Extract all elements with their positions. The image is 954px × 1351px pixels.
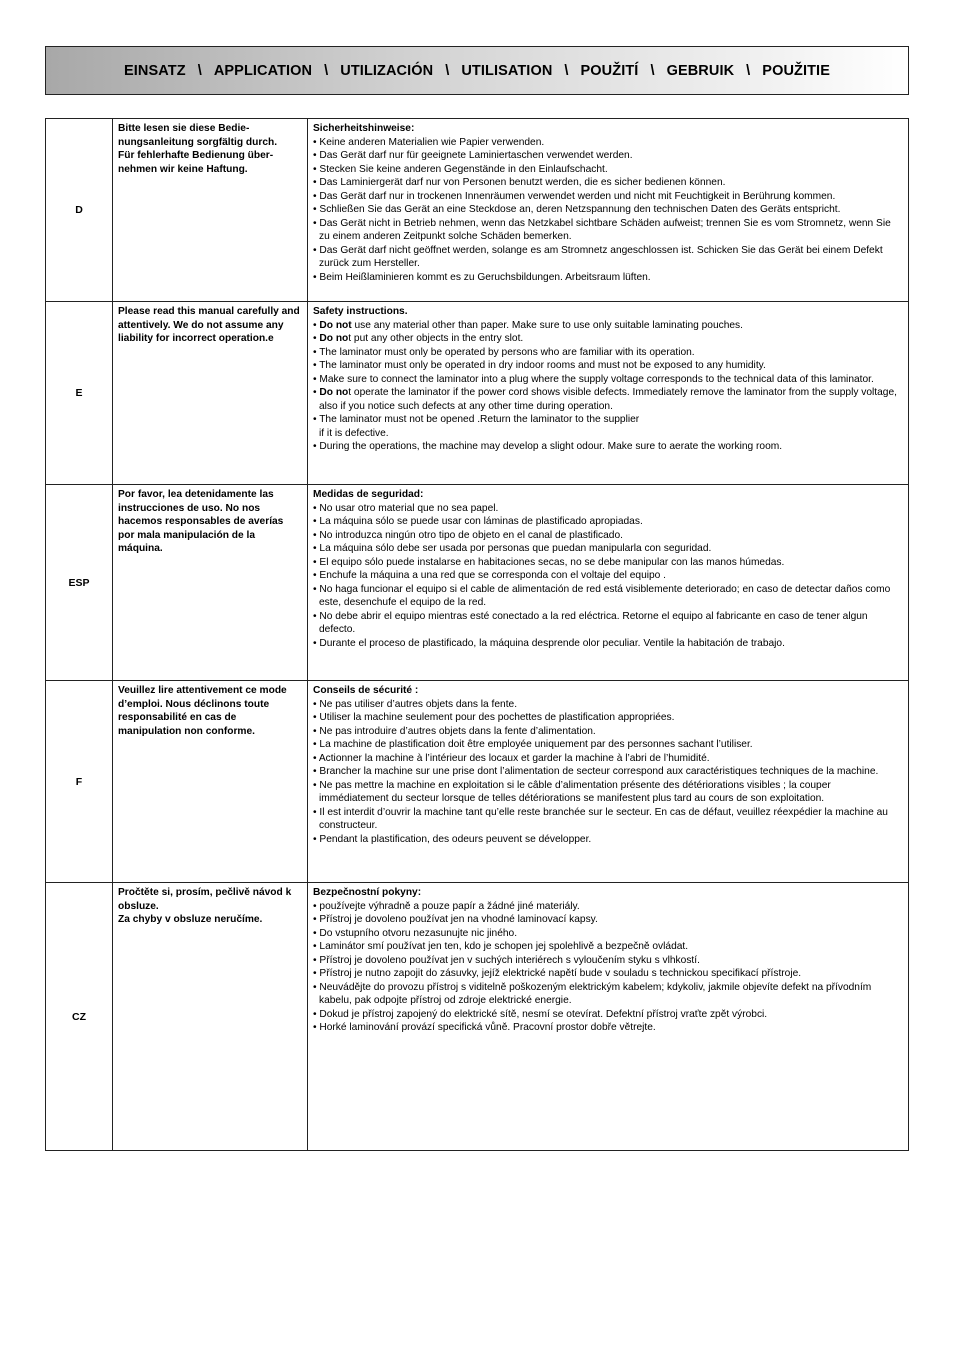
- safety-instructions: [308, 681, 909, 883]
- safety-item: • Ne pas mettre la machine en exploitation si le câble d’alimentation présente des détériorations visibles ; la couper immédiatement du secteur lorsque de telles détériorations se manifestent plus tard au cours de son exploitation.: [313, 779, 831, 804]
- safety-item: • Horké laminování provází specifická vůně. Pracovní prostor dobře větrejte.: [313, 1022, 656, 1033]
- manual-note: [113, 302, 308, 485]
- safety-item: • Do vstupního otvoru nezasunujte nic jiného.: [313, 927, 518, 939]
- header-item: POUŽITÍ: [580, 62, 639, 79]
- safety-title: Safety instructions.: [313, 306, 408, 317]
- safety-item: • Make sure to connect the laminator into a plug where the supply voltage corresponds to the technical data of this laminator.: [313, 373, 874, 385]
- manual-note-text: Veuillez lire attentivement ce mode d’emploi. Nous déclinons toute responsabilité en cas de manipulation non conforme.: [118, 685, 287, 737]
- header-separator: \: [197, 62, 202, 79]
- manual-note-text: Please read this manual carefully and attentively. We do not assume any liability for incorrect operation.e: [118, 306, 300, 344]
- safety-item: • La máquina sólo se puede usar con láminas de plastificado apropiadas.: [313, 516, 643, 527]
- safety-item: • No usar otro material que no sea papel.: [313, 502, 499, 514]
- manual-note: [113, 485, 308, 681]
- safety-item: • Schließen Sie das Gerät an eine Steckdose an, deren Netzspannung den technischen Daten des Geräts entspricht.: [313, 204, 841, 215]
- header-separator: \: [445, 62, 450, 79]
- manual-note: [113, 883, 308, 1151]
- safety-item: • Il est interdit d’ouvrir la machine tant qu’elle reste branchée sur le secteur. En cas de défaut, veuillez réexpédier la machine au constructeur.: [313, 806, 888, 831]
- safety-title: Bezpečnostní pokyny:: [313, 887, 422, 898]
- safety-item: • Ne pas utiliser d’autres objets dans la fente.: [313, 698, 518, 710]
- safety-title: Sicherheitshinweise:: [313, 123, 415, 134]
- safety-item: • El equipo sólo puede instalarse en habitaciones secas, no se debe manipular con las manos húmedas.: [313, 556, 785, 568]
- safety-item: • During the operations, the machine may develop a slight odour. Make sure to aerate the working room.: [313, 441, 783, 452]
- safety-item: • Das Laminiergerät darf nur von Personen benutzt werden, die es sicher bedienen können.: [313, 177, 726, 188]
- safety-table: [45, 118, 909, 1151]
- section-row: [46, 302, 909, 485]
- safety-item: • Das Gerät nicht in Betrieb nehmen, wenn das Netzkabel sichtbare Schäden aufweist; trennen Sie es vom Stromnetz, wenn Sie zu einem anderen Zeitpunkt solche Schäden bemerken.: [313, 217, 891, 242]
- safety-item: • Ne pas introduire d’autres objets dans la fente d’alimentation.: [313, 725, 596, 737]
- safety-item: • No haga funcionar el equipo si el cable de alimentación de red está visiblemente deteriorado; en caso de detectar daños como este, desenchufe el equipo de la red.: [313, 583, 891, 608]
- safety-item: • Durante el proceso de plastificado, la máquina desprende olor peculiar. Ventile la habitación de trabajo.: [313, 637, 785, 649]
- safety-instructions: [308, 485, 909, 681]
- safety-item: • používejte výhradně a pouze papír a žádné jiné materiály.: [313, 900, 580, 912]
- language-code: CZ: [46, 883, 113, 1151]
- safety-item: • Stecken Sie keine anderen Gegenstände in den Einlaufschacht.: [313, 163, 608, 175]
- safety-item: • No debe abrir el equipo mientras esté conectado a la red eléctrica. Retorne el equipo al fabricante en caso de tener algun defecto.: [313, 610, 868, 635]
- header-item: GEBRUIK: [666, 62, 735, 79]
- safety-item: • The laminator must not be opened .Return the laminator to the supplier if it is defective.: [313, 414, 640, 439]
- manual-note-text: Pročtěte si, prosím, pečlivě návod k obsluze. Za chyby v obsluze neručíme.: [118, 887, 292, 925]
- safety-instructions: [308, 302, 909, 485]
- safety-title: Medidas de seguridad:: [313, 489, 424, 500]
- header-item: UTILISATION: [461, 62, 553, 79]
- language-code: ESP: [46, 485, 113, 681]
- safety-item: • The laminator must only be operated by persons who are familiar with its operation.: [313, 346, 695, 358]
- language-code: D: [46, 119, 113, 302]
- section-row: [46, 485, 909, 681]
- safety-item: • Pendant la plastification, des odeurs peuvent se développer.: [313, 833, 592, 845]
- safety-item: • No introduzca ningún otro tipo de objeto en el canal de plastificado.: [313, 529, 623, 541]
- safety-item: • Do not operate the laminator if the power cord shows visible defects. Immediately remove the laminator from the supply voltage, also if you notice such defects at any other time during operation.: [313, 387, 897, 412]
- safety-item: • La machine de plastification doit être employée uniquement par des personnes sachant l’utiliser.: [313, 739, 753, 750]
- manual-note: [113, 119, 308, 302]
- safety-item: • The laminator must only be operated in dry indoor rooms and must not be exposed to any humidity.: [313, 360, 766, 371]
- manual-note-text: Por favor, lea detenidamente las instrucciones de uso. No nos hacemos responsables de averías por mala manipulación de la máquina.: [118, 489, 284, 554]
- header-separator: \: [564, 62, 569, 79]
- header-separator: \: [324, 62, 329, 79]
- safety-item: • Neuvádějte do provozu přístroj s viditelně poškozeným elektrickým kabelem; kdykoliv, jakmile objevíte defekt na přívodním kabelu, pak odpojte přístroj od zdroje elektrické energie.: [313, 981, 872, 1006]
- page-header: [45, 46, 909, 95]
- safety-item: • Do not use any material other than paper. Make sure to use only suitable laminating pouches.: [313, 319, 743, 331]
- safety-title: Conseils de sécurité :: [313, 685, 419, 696]
- section-row: [46, 119, 909, 302]
- header-item: APPLICATION: [213, 62, 313, 79]
- safety-item: • Das Gerät darf nur in trockenen Innenräumen verwendet werden und nicht mit Feuchtigkeit in Berührung kommen.: [313, 190, 836, 202]
- safety-item: • Das Gerät darf nicht geöffnet werden, solange es am Stromnetz angeschlossen ist. Schicken Sie das Gerät bei einem Defekt zurück zum Hersteller.: [313, 244, 883, 269]
- header-separator: \: [746, 62, 751, 79]
- safety-item: • Přístroj je dovoleno používat jen v suchých interiérech s vyloučením styku s vlhkostí.: [313, 954, 700, 966]
- safety-item: • Laminátor smí používat jen ten, kdo je schopen jej spolehlivě a bezpečně ovládat.: [313, 941, 689, 952]
- header-item: EINSATZ: [124, 62, 186, 79]
- header-item: POUŽITIE: [762, 62, 830, 79]
- safety-instructions: [308, 119, 909, 302]
- manual-note-text: Bitte lesen sie diese Bedie-nungsanleitung sorgfältig durch. Für fehlerhafte Bedienung über-nehmen wir keine Haftung.: [118, 123, 278, 175]
- safety-item: • Brancher la machine sur une prise dont l’alimentation de secteur correspond aux caractéristiques techniques de la machine.: [313, 766, 879, 777]
- safety-item: • Actionner la machine à l’intérieur des locaux et garder la machine à l’abri de l’humidité.: [313, 752, 710, 764]
- language-code: E: [46, 302, 113, 485]
- safety-item: • Keine anderen Materialien wie Papier verwenden.: [313, 136, 545, 148]
- safety-instructions: [308, 883, 909, 1151]
- section-row: [46, 681, 909, 883]
- safety-item: • Přístroj je dovoleno používat jen na vhodné laminovací kapsy.: [313, 914, 598, 925]
- header-separator: \: [650, 62, 655, 79]
- safety-item: • Dokud je přístroj zapojený do elektrické sítě, nesmí se otevírat. Defektní přístroj vraťte zpět výrobci.: [313, 1008, 768, 1020]
- safety-item: • Enchufe la máquina a una red que se corresponda con el voltaje del equipo .: [313, 570, 667, 581]
- safety-item: • Das Gerät darf nur für geeignete Laminiertaschen verwendet werden.: [313, 150, 633, 161]
- safety-item: • Do not put any other objects in the entry slot.: [313, 333, 524, 344]
- safety-item: • Přístroj je nutno zapojit do zásuvky, jejíž elektrické napětí bude v souladu s technickou specifikací přístroje.: [313, 968, 802, 979]
- section-row: [46, 883, 909, 1151]
- language-code: F: [46, 681, 113, 883]
- safety-item: • La máquina sólo debe ser usada por personas que puedan manipularla con seguridad.: [313, 543, 712, 554]
- manual-note: [113, 681, 308, 883]
- header-item: UTILIZACIÓN: [340, 62, 434, 79]
- safety-item: • Beim Heißlaminieren kommt es zu Geruchsbildungen. Arbeitsraum lüften.: [313, 271, 651, 283]
- safety-item: • Utiliser la machine seulement pour des pochettes de plastification appropriées.: [313, 712, 675, 723]
